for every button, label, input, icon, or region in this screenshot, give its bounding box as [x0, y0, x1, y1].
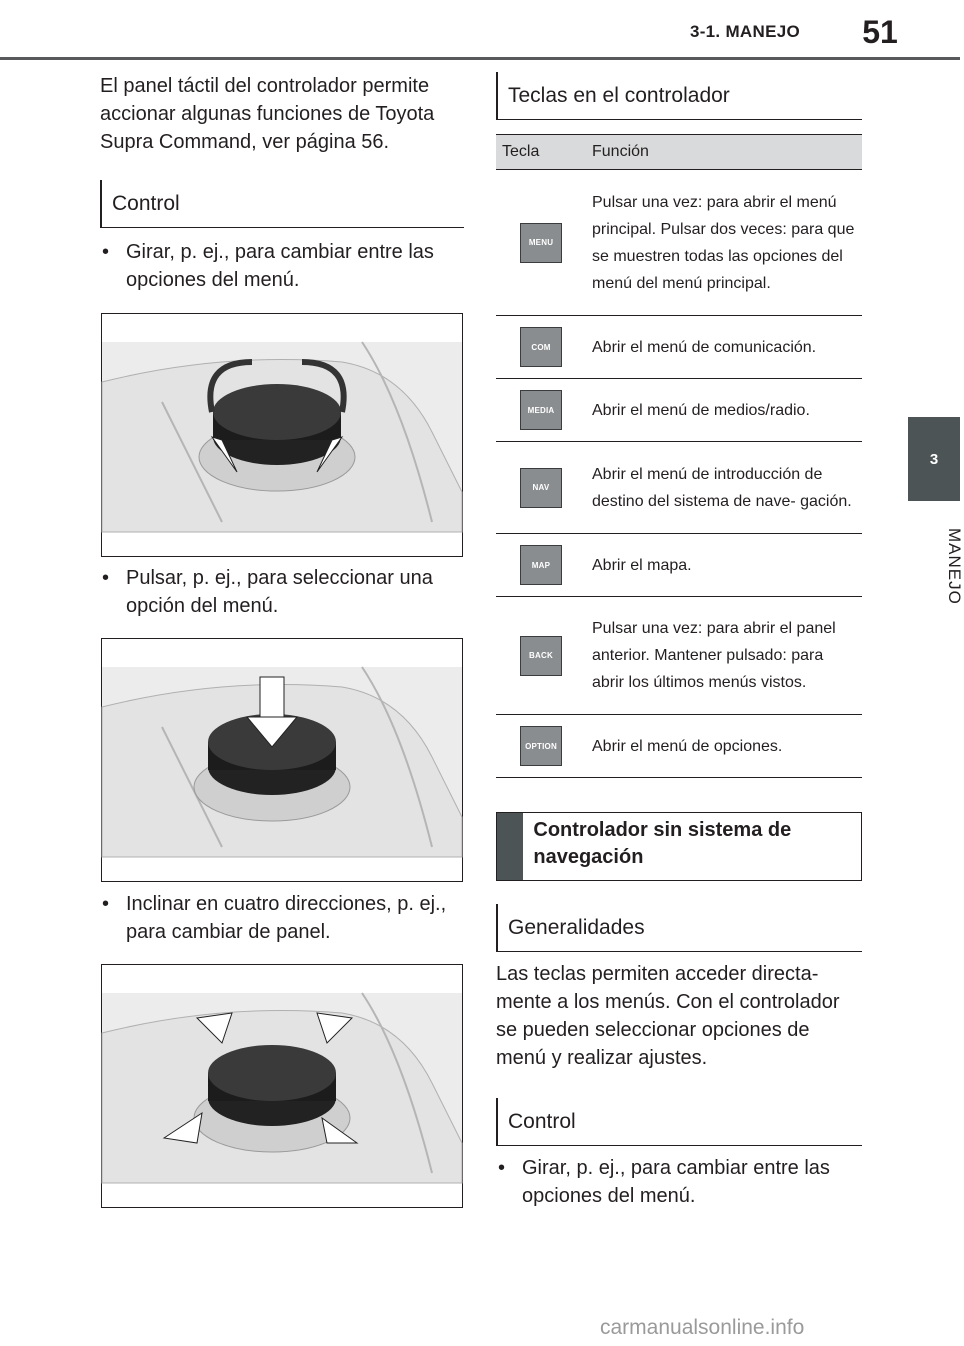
bullet-text: Inclinar en cuatro direcciones, p. ej., para cambiar de panel.: [126, 893, 447, 943]
bullet-tilt: [102, 890, 462, 946]
function-cell: Abrir el menú de introducción de destino del sistema de nave- gación.: [586, 442, 862, 534]
controller-tilt-illustration: [102, 993, 462, 1183]
section-heading-box: [496, 812, 862, 881]
chapter-label: MANEJO: [945, 527, 964, 605]
section-heading: Controlador sin sistema de navegación: [533, 819, 792, 868]
section-heading-bar: [497, 813, 523, 880]
chapter-tab: 3: [908, 417, 960, 501]
watermark: carmanualsonline.info: [600, 1316, 805, 1339]
controller-press-illustration: [102, 667, 462, 857]
nav-key-icon: NAV: [520, 468, 562, 508]
bullet-symbol: •: [102, 893, 110, 915]
option-key-icon: OPTION: [520, 726, 562, 766]
table-row: [496, 534, 862, 597]
menu-key-icon: MENU: [520, 223, 562, 263]
bullet-text: Girar, p. ej., para cambiar entre las opciones del menú.: [522, 1157, 830, 1207]
bullet-rotate-right: [498, 1154, 862, 1210]
com-key-icon: COM: [520, 327, 562, 367]
bullet-text: Pulsar, p. ej., para seleccionar una opción del menú.: [126, 567, 433, 617]
column-header-key: Tecla: [496, 135, 586, 170]
control-heading: Control: [100, 180, 464, 228]
general-paragraph: Las teclas permiten acceder directa- mente a los menús. Con el controlador se pueden seleccionar opciones de menú y realizar ajustes.: [496, 963, 840, 1069]
page-number: 51: [862, 14, 898, 50]
table-row: [496, 442, 862, 534]
function-cell: Abrir el menú de medios/radio.: [586, 379, 862, 442]
bullet-press: [102, 564, 462, 620]
table-row: [496, 316, 862, 379]
figure-rotate-controller: [101, 313, 463, 557]
controller-rotate-illustration: [102, 342, 462, 532]
function-cell: Abrir el menú de opciones.: [586, 715, 862, 778]
running-header: 3-1. MANEJO: [689, 22, 800, 41]
function-cell: Abrir el menú de comunicación.: [586, 316, 862, 379]
figure-tilt-controller: [101, 964, 463, 1208]
keys-table: [496, 134, 862, 778]
function-cell: Abrir el mapa.: [586, 534, 862, 597]
bullet-symbol: •: [498, 1157, 506, 1179]
keys-heading: Teclas en el controlador: [496, 72, 862, 120]
table-row: [496, 379, 862, 442]
bullet-rotate: [102, 238, 462, 294]
control-heading-right: Control: [496, 1098, 862, 1146]
intro-paragraph: El panel táctil del controlador permite accionar algunas funciones de Toyota Supra Command, ver página 56.: [100, 75, 435, 153]
bullet-text: Girar, p. ej., para cambiar entre las opciones del menú.: [126, 241, 434, 291]
column-header-function: Función: [586, 135, 862, 170]
table-row: [496, 597, 862, 715]
map-key-icon: MAP: [520, 545, 562, 585]
bullet-symbol: •: [102, 567, 110, 589]
general-heading: Generalidades: [496, 904, 862, 952]
table-row: [496, 170, 862, 316]
bullet-symbol: •: [102, 241, 110, 263]
function-cell: Pulsar una vez: para abrir el panel anterior. Mantener pulsado: para abrir los últimos menús vistos.: [586, 597, 862, 715]
table-header-row: [496, 135, 862, 170]
table-row: [496, 715, 862, 778]
media-key-icon: MEDIA: [520, 390, 562, 430]
header-rule: [0, 57, 960, 60]
function-cell: Pulsar una vez: para abrir el menú principal. Pulsar dos veces: para que se muestren todas las opciones del menú del menú principal.: [586, 170, 862, 316]
figure-press-controller: [101, 638, 463, 882]
back-key-icon: BACK: [520, 636, 562, 676]
